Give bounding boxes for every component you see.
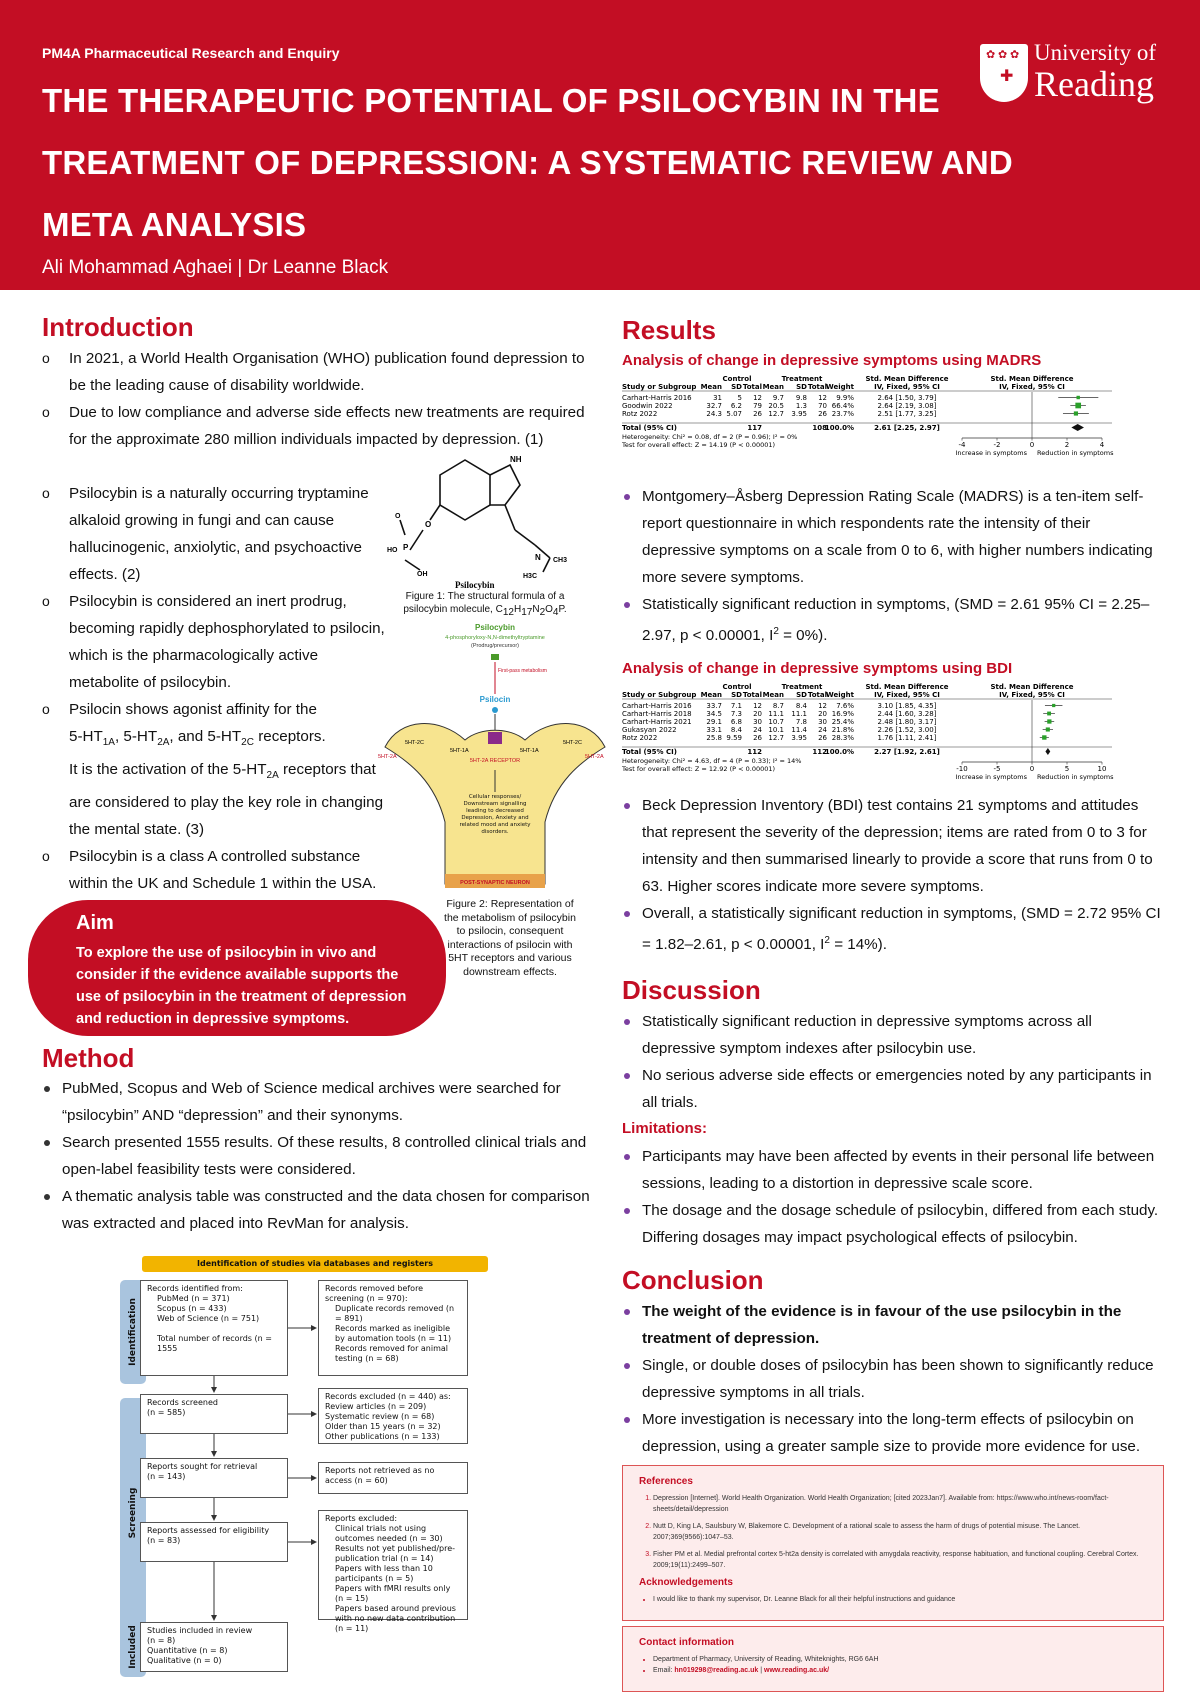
column-header: SD — [731, 691, 742, 699]
table-cell: 10.1 — [768, 726, 784, 734]
fig2-r1a-right: 5HT-1A — [520, 748, 539, 754]
table-cell: 24.3 — [706, 410, 722, 418]
table-cell: Carhart-Harris 2016 — [622, 394, 692, 402]
contact-heading: Contact information — [639, 1637, 734, 1648]
list-item: o Psilocybin is a naturally occurring tryptamine alkaloid growing in fungi and can cause hallucinogenic, anxiolytic, and psychoactive effects. (2) — [42, 480, 387, 588]
logo-line2: Reading — [1034, 64, 1154, 104]
prisma-box-identified: Records identified from: PubMed (n = 371) Scopus (n = 433) Web of Science (n = 751) Total number of records (n = 1555 — [140, 1280, 288, 1376]
total-weight: 100.0% — [824, 748, 854, 756]
list-item: Single, or double doses of psilocybin has been shown to significantly reduce depressive symptoms in all trials. — [622, 1352, 1162, 1406]
atom-label: OH — [417, 571, 428, 578]
list-item: Beck Depression Inventory (BDI) test contains 21 symptoms and attitudes that represent the severity of the depression; items are rated from 0 to 3 for intensity and then summarised linearly to provide a score that runs from 0 to 63. Higher scores indicate more severe symptoms. — [622, 792, 1162, 900]
overall-effect-text: Test for overall effect: Z = 14.19 (P < 0.00001) — [622, 441, 776, 449]
madrs-list — [622, 483, 1162, 649]
table-cell: Rotz 2022 — [622, 734, 658, 742]
references-list — [639, 1493, 1147, 1571]
table-cell: 11.1 — [768, 710, 784, 718]
list-item: The dosage and the dosage schedule of psilocybin, differed from each study. Differing dosages may impact psychological effects of psilocybin. — [622, 1197, 1162, 1251]
contact-box — [622, 1626, 1164, 1692]
column-header: Mean — [762, 691, 784, 699]
column-header: Mean — [700, 383, 722, 391]
column-header: Total — [742, 383, 762, 391]
total-label: Total (95% CI) — [622, 748, 677, 756]
table-cell: 32.7 — [706, 402, 722, 410]
table-cell: 2.26 [1.52, 3.00] — [877, 726, 937, 734]
table-cell: 8.4 — [795, 702, 807, 710]
prisma-box-included: Studies included in review (n = 8) Quantitative (n = 8) Qualitative (n = 0) — [140, 1622, 288, 1672]
column-header: SD — [796, 691, 807, 699]
effect-marker — [1047, 719, 1051, 723]
prisma-flowchart — [120, 1252, 490, 1677]
table-cell: 11.1 — [791, 710, 807, 718]
list-item: PubMed, Scopus and Web of Science medical archives were searched for “psilocybin” AND “depression” and their synonyms. — [42, 1075, 597, 1129]
email-link[interactable]: hn019298@reading.ac.uk — [674, 1667, 759, 1674]
column-header: Weight — [826, 383, 854, 391]
bdi-svg — [622, 682, 1122, 794]
effect-marker — [1076, 396, 1079, 399]
list-item: o In 2021, a World Health Organisation (WHO) publication found depression to be the leading cause of disability worldwide. — [42, 345, 592, 399]
prisma-arrows — [120, 1252, 490, 1677]
list-item: o Psilocybin is a class A controlled substance within the UK and Schedule 1 within the USA. — [42, 843, 387, 897]
poster-header — [0, 0, 1200, 290]
table-cell: 26 — [818, 410, 827, 418]
list-item: The weight of the evidence is in favour of the use psilocybin in the treatment of depression. — [622, 1298, 1162, 1352]
header-smd-plot: Std. Mean Difference — [990, 375, 1074, 383]
acknowledgements-heading: Acknowledgements — [639, 1577, 733, 1588]
figure1-caption: Figure 1: The structural formula of a psilocybin molecule, $C_{12}H_{17}N_2O_4P$. — [403, 591, 567, 618]
figure2-caption: Figure 2: Representation of the metabolism of psilocybin to psilocin, consequent interactions of psilocin with 5HT receptors and various downstream effects. — [444, 898, 576, 978]
authors: Ali Mohammad Aghaei | Dr Leanne Black — [42, 257, 389, 278]
table-cell: 20.5 — [768, 402, 784, 410]
header-control: Control — [722, 683, 752, 691]
fig2-first-pass: First-pass metabolism — [498, 668, 547, 674]
table-cell: 3.95 — [791, 734, 807, 742]
madrs-heading: Analysis of change in depressive symptoms using MADRS — [622, 352, 1042, 369]
table-cell: Carhart-Harris 2016 — [622, 702, 692, 710]
reference-item: 3. Fisher PM et al. Medial prefrontal cortex 5-ht2a density is correlated with amygdala reactivity, response habituation, and functional coupling. Cerebral Cortex. 2009;19(11):2499–507. — [653, 1549, 1147, 1571]
psilocybin-marker — [491, 654, 499, 660]
discussion-list — [622, 1008, 1162, 1116]
fig1-label: Psilocybin — [455, 580, 495, 590]
psilocin-marker — [492, 707, 498, 713]
fig2-neuron: POST-SYNAPTIC NEURON — [460, 880, 530, 886]
table-cell: 8.7 — [772, 702, 784, 710]
table-cell: Rotz 2022 — [622, 410, 658, 418]
prisma-side-identification: Identification — [120, 1280, 146, 1384]
table-cell: 34.5 — [706, 710, 722, 718]
fig2-psilocybin: Psilocybin — [474, 623, 516, 632]
list-item: A thematic analysis table was constructed and the data chosen for comparison was extracted and placed into RevMan for analysis. — [42, 1183, 597, 1237]
list-item: Statistically significant reduction in depressive symptoms across all depressive symptom indexes after psilocybin use. — [622, 1008, 1162, 1062]
table-cell: 33.1 — [706, 726, 722, 734]
effect-marker — [1047, 712, 1051, 716]
table-cell: 9.9% — [836, 394, 854, 402]
table-cell: 30 — [818, 718, 827, 726]
header-smd-plot: Std. Mean Difference — [990, 683, 1074, 691]
list-item: o Psilocybin is considered an inert prodrug, becoming rapidly dephosphorylated to psilocin, which is the pharmacologically active metabolite of psilocybin. — [42, 588, 387, 696]
table-cell: 24 — [753, 726, 762, 734]
column-header: IV, Fixed, 95% CI — [999, 383, 1065, 391]
table-cell: 9.7 — [772, 394, 784, 402]
list-item: Participants may have been affected by events in their personal life between sessions, leading to a distortion in depressive scale score. — [622, 1143, 1162, 1197]
table-cell: 79 — [753, 402, 762, 410]
column-header: Total — [807, 691, 827, 699]
website-link[interactable]: www.reading.ac.uk/ — [764, 1667, 830, 1674]
table-cell: 12 — [753, 394, 762, 402]
list-item: No serious adverse side effects or emergencies noted by any participants in all trials. — [622, 1062, 1162, 1116]
table-cell: 25.4% — [831, 718, 854, 726]
atom-label: O — [395, 513, 401, 520]
atom-label: H3C — [523, 573, 538, 580]
axis-right-label: Reduction in symptoms — [1037, 773, 1114, 781]
list-item: More investigation is necessary into the long-term effects of psilocybin on depression, using a greater sample size to provide more evidence for use. — [622, 1406, 1162, 1460]
column-header: Total — [742, 691, 762, 699]
table-cell: 30 — [753, 718, 762, 726]
header-treatment: Treatment — [781, 683, 823, 691]
results-heading: Results — [622, 315, 716, 345]
table-cell: 3.10 [1.85, 4.35] — [877, 702, 937, 710]
list-item: Overall, a statistically significant reduction in symptoms, (SMD = 2.72 95% CI = 1.82–2.61, p < 0.00001, $I^2 = 14\%$). — [622, 900, 1162, 958]
table-cell: 2.44 [1.60, 3.28] — [877, 710, 937, 718]
limitations-list — [622, 1143, 1162, 1251]
psilocybin-structure — [387, 450, 585, 590]
table-cell: 6.2 — [730, 402, 742, 410]
discussion-heading: Discussion — [622, 975, 761, 1005]
heterogeneity-text: Heterogeneity: Chi² = 0.08, df = 2 (P = 0.96); I² = 0% — [622, 433, 798, 441]
table-cell: 9.59 — [726, 734, 742, 742]
effect-marker — [1074, 411, 1078, 415]
fig2-responses: Cellular responses/ Downstream signalling leading to decreased Depression, Anxiety and related mood and anxiety disorders. — [459, 794, 531, 835]
axis-tick-label: 0 — [1029, 441, 1035, 449]
bdi-heading: Analysis of change in depressive symptoms using BDI — [622, 660, 1013, 677]
header-smd: Std. Mean Difference — [865, 683, 949, 691]
table-cell: 11.4 — [791, 726, 807, 734]
prisma-box-reports-excluded: Reports excluded: Clinical trials not using outcomes needed (n = 30) Results not yet published/pre-publication trial (n = 14) Papers with less than 10 participants (n = 5) Papers with fMRI results only (n = 15) Papers based around previous with no new data contribution (n = 11) — [318, 1510, 468, 1620]
reference-item: 1. Depression [Internet]. World Health Organization. World Health Organization; [cited 2023Jan7]. Available from: https://www.who.int/news-room/fact-sheets/detail/depression — [653, 1493, 1147, 1515]
table-cell: 28.3% — [831, 734, 854, 742]
column-header: SD — [796, 383, 807, 391]
list-item: Search presented 1555 results. Of these results, 8 controlled clinical trials and open-label feasibility tests were considered. — [42, 1129, 597, 1183]
table-cell: 2.48 [1.80, 3.17] — [877, 718, 937, 726]
prisma-banner: Identification of studies via databases and registers — [142, 1256, 488, 1272]
total-ci: 2.27 [1.92, 2.61] — [874, 748, 940, 756]
prisma-box-not-retrieved: Reports not retrieved as no access (n = 60) — [318, 1462, 468, 1494]
conclusion-heading: Conclusion — [622, 1265, 764, 1295]
table-cell: 25.8 — [706, 734, 722, 742]
atom-label: N — [535, 553, 541, 562]
table-cell: 23.7% — [831, 410, 854, 418]
total-control: 117 — [747, 424, 762, 432]
atom-label: CH3 — [553, 557, 568, 564]
table-cell: 1.76 [1.11, 2.41] — [877, 734, 937, 742]
table-cell: 3.95 — [791, 410, 807, 418]
table-cell: 7.3 — [730, 710, 742, 718]
fig2-r1a-left: 5HT-1A — [450, 748, 469, 754]
table-cell: 12 — [818, 394, 827, 402]
column-header: Weight — [826, 691, 854, 699]
atom-label: O — [425, 520, 432, 529]
bdi-list — [622, 792, 1162, 958]
fig2-r2c-left: 5HT-2C — [405, 740, 424, 746]
atom-label: HO — [387, 547, 398, 554]
column-header: Mean — [762, 383, 784, 391]
table-cell: Gukasyan 2022 — [622, 726, 677, 734]
intro-list-top — [42, 345, 592, 453]
list-item: o Psilocin shows agonist affinity for the $5-HT_{1A}$, $5-HT_{2A}$, and $5-HT_{2C}$ receptors. It is the activation of the $5-HT_{2A}$ receptors that are considered to play the key role in changing the mental state. (3) — [42, 696, 387, 843]
conclusion-list — [622, 1298, 1162, 1460]
table-cell: Carhart-Harris 2021 — [622, 718, 692, 726]
total-diamond — [1045, 748, 1050, 755]
introduction-heading: Introduction — [42, 312, 194, 342]
heterogeneity-text: Heterogeneity: Chi² = 4.63, df = 4 (P = 0.33); I² = 14% — [622, 757, 802, 765]
table-cell: Carhart-Harris 2018 — [622, 710, 692, 718]
references-heading: References — [639, 1476, 693, 1487]
reference-item: 2. Nutt D, King LA, Saulsbury W, Blakemore C. Development of a rational scale to assess the harm of drugs of potential misuse. The Lancet. 2007;369(9566):1047–53. — [653, 1521, 1147, 1543]
axis-right-label: Reduction in symptoms — [1037, 449, 1114, 457]
table-cell: 8.4 — [730, 726, 742, 734]
fig2-r2a-right: 5HT-2A — [585, 754, 604, 760]
prisma-box-excluded: Records excluded (n = 440) as: Review articles (n = 209) Systematic review (n = 68) Older than 15 years (n = 32) Other publications (n = 133) — [318, 1388, 468, 1444]
axis-tick-label: -4 — [958, 441, 966, 449]
aim-heading: Aim — [76, 912, 114, 934]
table-cell: 1.3 — [795, 402, 807, 410]
column-header: Study or Subgroup — [622, 691, 697, 699]
course-code: PM4A Pharmaceutical Research and Enquiry — [42, 45, 340, 61]
table-cell: 2.64 [1.50, 3.79] — [877, 394, 937, 402]
table-cell: Goodwin 2022 — [622, 402, 673, 410]
table-cell: 29.1 — [706, 718, 722, 726]
contact-email-line: • Email: hn019298@reading.ac.uk | www.reading.ac.uk/ — [653, 1665, 1147, 1676]
column-header: Mean — [700, 691, 722, 699]
table-cell: 26 — [818, 734, 827, 742]
table-cell: 9.8 — [795, 394, 807, 402]
table-cell: 6.8 — [730, 718, 742, 726]
metabolism-diagram — [380, 622, 610, 892]
total-diamond — [1071, 424, 1084, 431]
table-cell: 12 — [818, 702, 827, 710]
axis-tick-label: -10 — [956, 765, 968, 773]
forest-plot-bdi — [622, 682, 1122, 790]
shield-icon: ✿ ✿ ✿ ✚ — [980, 44, 1028, 102]
university-logo — [980, 40, 1170, 110]
axis-tick-label: -2 — [993, 441, 1001, 449]
column-header: Total — [807, 383, 827, 391]
axis-tick-label: 2 — [1064, 441, 1070, 449]
axis-tick-label: -5 — [993, 765, 1001, 773]
fig2-psilocin: Psilocin — [479, 695, 511, 704]
contact-address: • Department of Pharmacy, University of Reading, Whiteknights, RG6 6AH — [653, 1654, 1147, 1665]
total-treatment: 108 — [812, 424, 827, 432]
effect-marker — [1042, 735, 1046, 739]
logo-line1: University of — [1034, 40, 1157, 65]
prisma-side-included: Included — [120, 1617, 146, 1677]
method-list — [42, 1075, 597, 1237]
effect-marker — [1046, 727, 1050, 731]
table-cell: 31 — [713, 394, 722, 402]
table-cell: 26 — [753, 734, 762, 742]
column-header: SD — [731, 383, 742, 391]
table-cell: 5.07 — [726, 410, 742, 418]
poster-title: THE THERAPEUTIC POTENTIAL OF PSILOCYBIN IN THE TREATMENT OF DEPRESSION: A SYSTEMATIC REVIEW AND META ANALYSIS — [42, 82, 1013, 243]
table-cell: 26 — [753, 410, 762, 418]
table-cell: 10.7 — [768, 718, 784, 726]
prisma-box-screened: Records screened (n = 585) — [140, 1394, 288, 1434]
acknowledgements-list — [639, 1594, 1147, 1605]
contact-list — [639, 1654, 1147, 1676]
table-cell: 12 — [753, 702, 762, 710]
total-control: 112 — [747, 748, 762, 756]
table-cell: 7.6% — [836, 702, 854, 710]
table-cell: 2.51 [1.77, 3.25] — [877, 410, 937, 418]
list-item: o Due to low compliance and adverse side effects new treatments are required for the approximate 280 million individuals impacted by depression. (1) — [42, 399, 592, 453]
header-treatment: Treatment — [781, 375, 823, 383]
fig2-receptor: 5HT-2A RECEPTOR — [469, 758, 521, 764]
fig2-prodrug: (Prodrug/precursor) — [471, 643, 519, 649]
table-cell: 2.64 [2.19, 3.08] — [877, 402, 937, 410]
overall-effect-text: Test for overall effect: Z = 12.92 (P < 0.00001) — [622, 765, 776, 773]
acknowledgement-item: • I would like to thank my supervisor, Dr. Leanne Black for all their helpful instructions and guidance — [653, 1594, 1147, 1605]
prisma-box-sought: Reports sought for retrieval (n = 143) — [140, 1458, 288, 1498]
axis-tick-label: 10 — [1097, 765, 1107, 773]
table-cell: 24 — [818, 726, 827, 734]
table-cell: 12.7 — [768, 734, 784, 742]
table-cell: 33.7 — [706, 702, 722, 710]
table-cell: 7.8 — [795, 718, 807, 726]
list-item: Montgomery–Åsberg Depression Rating Scale (MADRS) is a ten-item self-report questionnaire in which respondents rate the intensity of their depressive symptoms on a scale from 0 to 6, with higher numbers indicating more severe symptoms. — [622, 483, 1162, 591]
prisma-box-removed: Records removed before screening (n = 970): Duplicate records removed (n = 891) Records marked as ineligible by automation tools (n = 11) Records removed for animal testing (n = 68) — [318, 1280, 468, 1376]
table-cell: 12.7 — [768, 410, 784, 418]
axis-left-label: Increase in symptoms — [955, 449, 1027, 457]
table-cell: 66.4% — [831, 402, 854, 410]
total-treatment: 112 — [812, 748, 827, 756]
fig2-r2c-right: 5HT-2C — [563, 740, 582, 746]
column-header: IV, Fixed, 95% CI — [999, 691, 1065, 699]
table-cell: 20 — [753, 710, 762, 718]
prisma-box-assessed: Reports assessed for eligibility (n = 83) — [140, 1522, 288, 1562]
header-control: Control — [722, 375, 752, 383]
forest-plot-madrs — [622, 374, 1122, 464]
references-box — [622, 1465, 1164, 1621]
atom-label: NH — [510, 455, 522, 464]
list-item: Statistically significant reduction in symptoms, (SMD = 2.61 95% CI = 2.25–2.97, p < 0.00001, $I^2 = 0\%$). — [622, 591, 1162, 649]
atom-label: P — [403, 543, 409, 552]
header-smd: Std. Mean Difference — [865, 375, 949, 383]
intro-list-mid — [42, 480, 387, 897]
column-header: IV, Fixed, 95% CI — [874, 383, 940, 391]
fig2-psilocybin-sub: 4-phosphoryloxy-N,N-dimethyltryptamine — [445, 635, 545, 641]
table-cell: 20 — [818, 710, 827, 718]
column-header: Study or Subgroup — [622, 383, 697, 391]
aim-text: To explore the use of psilocybin in vivo and consider if the evidence available supports the use of psilocybin in the treatment of depression and reduction in depressive symptoms. — [76, 945, 407, 1027]
table-cell: 16.9% — [831, 710, 854, 718]
total-ci: 2.61 [2.25, 2.97] — [874, 424, 940, 432]
total-weight: 100.0% — [824, 424, 854, 432]
axis-tick-label: 0 — [1029, 765, 1035, 773]
axis-tick-label: 4 — [1099, 441, 1105, 449]
column-header: IV, Fixed, 95% CI — [874, 691, 940, 699]
limitations-heading: Limitations: — [622, 1120, 707, 1137]
fig2-r2a-left: 5HT-2A — [378, 754, 397, 760]
method-heading: Method — [42, 1043, 135, 1073]
prisma-side-screening: Screening — [120, 1398, 146, 1628]
aim-box — [28, 900, 446, 1036]
table-cell: 7.1 — [730, 702, 742, 710]
effect-marker — [1075, 403, 1081, 409]
madrs-svg — [622, 374, 1122, 470]
table-cell: 5 — [737, 394, 742, 402]
table-cell: 21.8% — [831, 726, 854, 734]
axis-left-label: Increase in symptoms — [955, 773, 1027, 781]
total-label: Total (95% CI) — [622, 424, 677, 432]
axis-tick-label: 5 — [1064, 765, 1070, 773]
effect-marker — [1052, 704, 1055, 707]
table-cell: 70 — [818, 402, 827, 410]
